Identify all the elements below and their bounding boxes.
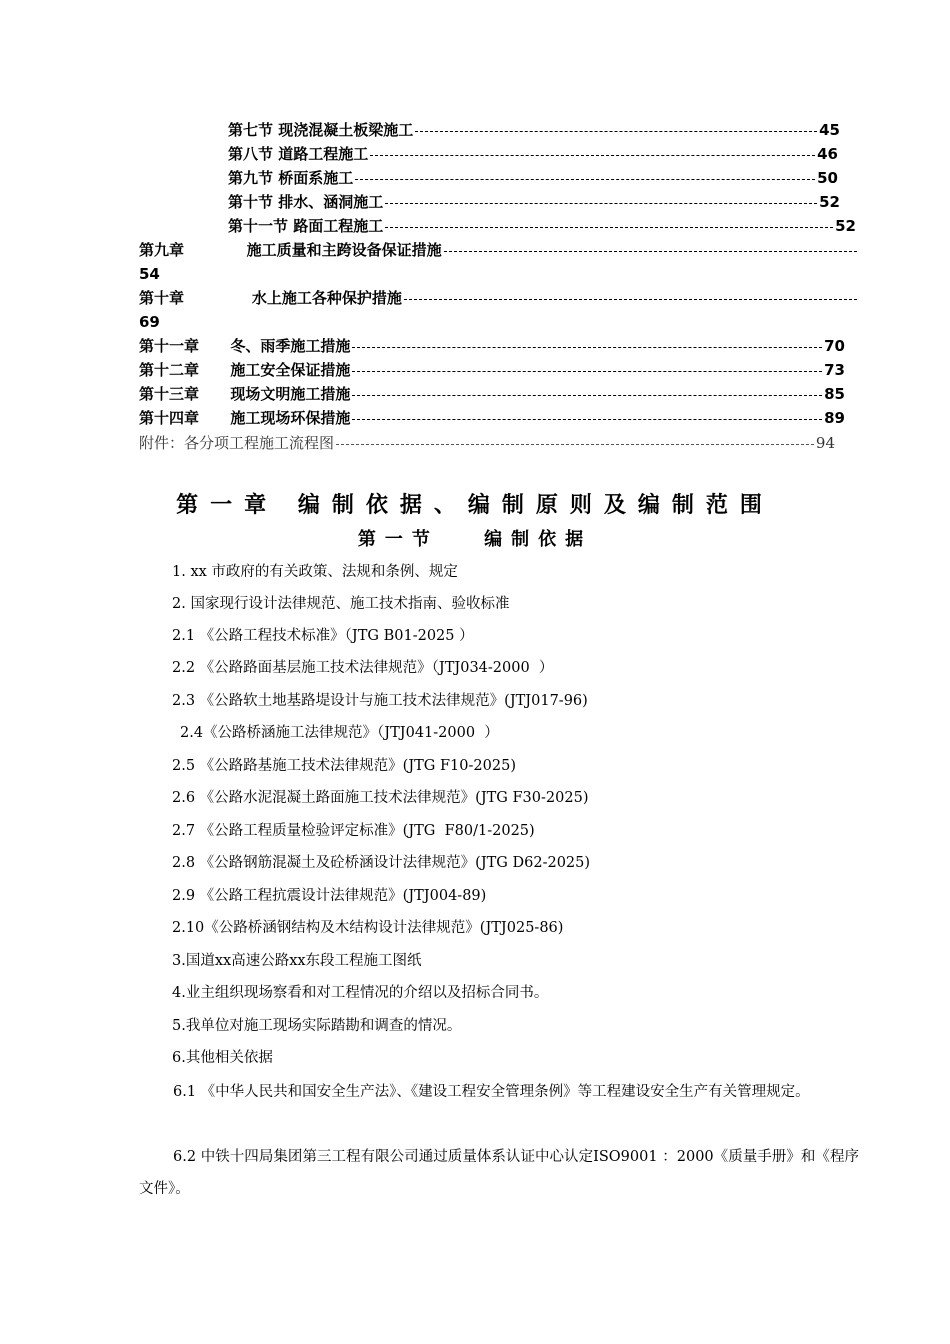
chapter-title: 第一章 编制依据、编制原则及编制范围 [176, 493, 774, 518]
toc-label: 第十二章 施工安全保证措施 [139, 361, 351, 379]
toc-entry[interactable] [228, 191, 840, 213]
toc-page: 89 [824, 409, 845, 427]
toc-label: 第十节 排水、涵洞施工 [228, 193, 384, 211]
list-item: 2.6 《公路水泥混凝土路面施工技术法律规范》(JTG F30-2025) [172, 790, 589, 806]
toc-entry[interactable] [139, 287, 859, 309]
toc-leader [352, 419, 822, 420]
list-item: 2.7 《公路工程质量检验评定标准》(JTG F80/1-2025) [172, 823, 535, 839]
toc-leader [336, 444, 814, 445]
toc-page: 54 [139, 265, 160, 283]
toc-label: 第九节 桥面系施工 [228, 169, 354, 187]
toc-page: 45 [819, 121, 840, 139]
toc-leader [352, 347, 822, 348]
toc-entry[interactable] [228, 215, 856, 237]
toc-label: 第十三章 现场文明施工措施 [139, 385, 351, 403]
list-item: 1. xx 市政府的有关政策、法规和条例、规定 [172, 564, 458, 580]
toc-leader [415, 131, 817, 132]
toc-page: 69 [139, 313, 160, 331]
toc-entry[interactable] [139, 359, 845, 381]
toc-label: 附件：各分项工程施工流程图 [139, 434, 335, 452]
paragraph-6-2: 6.2 中铁十四局集团第三工程有限公司通过质量体系认证中心认定ISO9001 ：2000《质量手册》和《程序文件》。 [139, 1149, 859, 1197]
toc-page: 50 [817, 169, 838, 187]
toc-label: 第十四章 施工现场环保措施 [139, 409, 351, 427]
toc-entry[interactable] [139, 407, 845, 429]
toc-entry[interactable] [228, 143, 838, 165]
toc-entry[interactable] [139, 432, 835, 454]
toc-page: 52 [819, 193, 840, 211]
paragraph-6-1: 6.1 《中华人民共和国安全生产法》、《建设工程安全管理条例》等工程建设安全生产有关管理规定。 [173, 1084, 810, 1100]
toc-page: 46 [817, 145, 838, 163]
list-item: 5.我单位对施工现场实际踏勘和调查的情况。 [172, 1018, 462, 1034]
list-item: 2.1 《公路工程技术标准》（JTG B01-2025 ） [172, 628, 474, 644]
toc-leader [385, 203, 817, 204]
list-item: 2. 国家现行设计法律规范、施工技术指南、验收标准 [172, 596, 510, 612]
list-item: 4.业主组织现场察看和对工程情况的介绍以及招标合同书。 [172, 985, 549, 1001]
toc-page: 70 [824, 337, 845, 355]
list-item: 2.8 《公路钢筋混凝土及砼桥涵设计法律规范》(JTG D62-2025) [172, 855, 591, 871]
toc-leader [352, 371, 822, 372]
list-item: 2.5 《公路路基施工技术法律规范》(JTG F10-2025) [172, 758, 516, 774]
toc-entry[interactable] [228, 167, 838, 189]
toc-label: 第十章 水上施工各种保护措施 [139, 289, 402, 307]
toc-page: 85 [824, 385, 845, 403]
section-title: 第一节 编制依据 [357, 529, 593, 550]
toc-page: 52 [835, 217, 856, 235]
list-item: 2.10《公路桥涵钢结构及木结构设计法律规范》(JTJ025-86) [172, 920, 564, 936]
toc-leader [444, 251, 857, 252]
list-item: 2.2 《公路路面基层施工技术法律规范》（JTJ034-2000 ） [172, 660, 554, 676]
toc-leader [385, 227, 833, 228]
toc-label: 第八节 道路工程施工 [228, 145, 369, 163]
toc-label: 第十一章 冬、雨季施工措施 [139, 337, 351, 355]
toc-leader [370, 155, 815, 156]
list-item: 2.4《公路桥涵施工法律规范》（JTJ041-2000 ） [180, 725, 499, 741]
toc-label: 第九章 施工质量和主跨设备保证措施 [139, 241, 442, 259]
toc-entry[interactable] [139, 335, 845, 357]
list-item: 6.其他相关依据 [172, 1050, 273, 1066]
toc-page: 73 [824, 361, 845, 379]
toc-entry[interactable] [228, 119, 840, 141]
toc-label: 第十一节 路面工程施工 [228, 217, 384, 235]
toc-entry[interactable] [139, 383, 845, 405]
toc-leader [352, 395, 822, 396]
toc-leader [355, 179, 815, 180]
toc-label: 第七节 现浇混凝土板梁施工 [228, 121, 414, 139]
list-item: 2.3 《公路软土地基路堤设计与施工技术法律规范》(JTJ017-96) [172, 693, 588, 709]
toc-entry[interactable] [139, 239, 859, 261]
toc-leader [404, 299, 857, 300]
list-item: 2.9 《公路工程抗震设计法律规范》(JTJ004-89) [172, 888, 487, 904]
toc-page: 94 [815, 434, 835, 452]
list-item: 3.国道xx高速公路xx东段工程施工图纸 [172, 953, 422, 969]
